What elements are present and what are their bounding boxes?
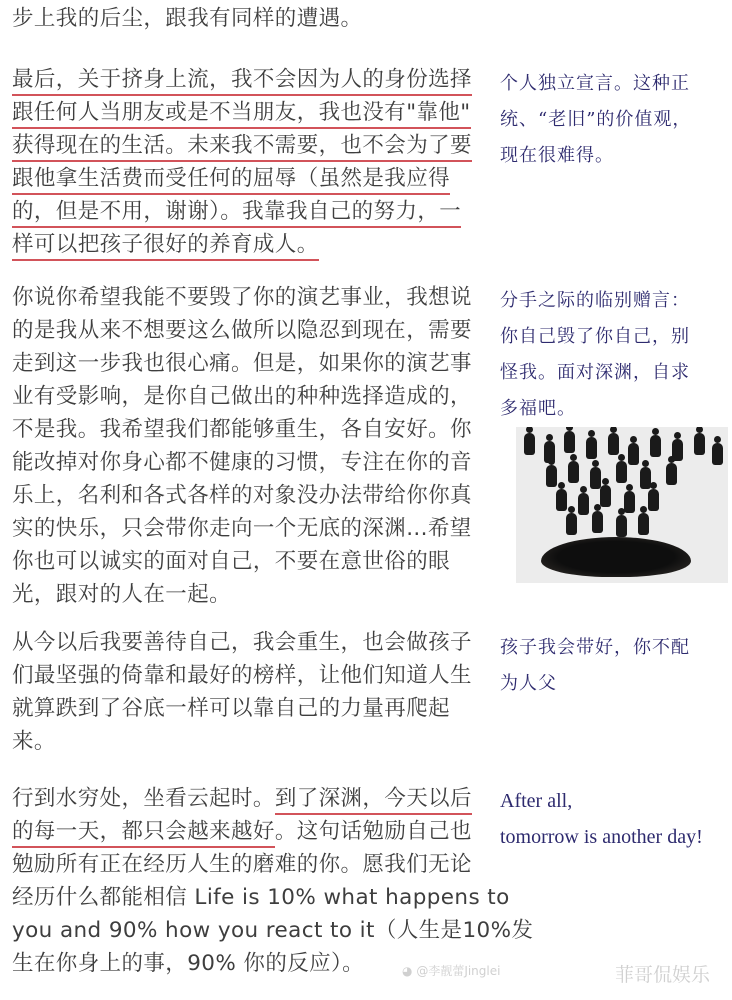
underlined-text: 到了深渊，今天以后 xyxy=(275,786,472,815)
text-line: 勉励所有正在经历人生的磨难的你。愿我们无论 xyxy=(12,852,472,877)
text-segment: 。这句话勉励自己也 xyxy=(274,819,472,844)
weibo-handle: @李靓蕾Jinglei xyxy=(416,964,501,978)
text-line: 来。 xyxy=(12,729,56,754)
underlined-text: 跟任何人当朋友或是不当朋友，我也没有"靠他" xyxy=(12,100,471,129)
paragraph-career xyxy=(12,281,482,611)
text-segment: 行到水穷处，坐看云起时。 xyxy=(12,786,275,811)
underlined-text: 最后，关于挤身上流，我不会因为人的身份选择 xyxy=(12,67,472,96)
text-line: 步上我的后尘，跟我有同样的遭遇。 xyxy=(12,6,363,31)
paragraph-intro xyxy=(12,2,482,35)
text-line: 们最坚强的倚靠和最好的榜样，让他们知道人生 xyxy=(12,663,472,688)
text-line: 你说你希望我能不要毁了你的演艺事业，我想说 xyxy=(12,285,472,310)
annotation-tomorrow: After all, tomorrow is another day! xyxy=(500,790,703,848)
text-line: 光，跟对的人在一起。 xyxy=(12,582,232,607)
weibo-watermark xyxy=(402,962,500,979)
paragraph-independence xyxy=(12,63,482,261)
underlined-text: 的每一天，都只会越来越好 xyxy=(12,819,275,848)
text-line: 走到这一步我也很心痛。但是，如果你的演艺事 xyxy=(12,351,472,376)
paragraph-closing xyxy=(12,782,534,980)
annotation-farewell: 分手之际的临别赠言： 你自己毁了你自己，别 怪我。面对深渊，自求 多福吧。 xyxy=(500,290,690,419)
text-line: 你也可以诚实的面对自己，不要在意世俗的眼 xyxy=(12,549,451,574)
underlined-text: 获得现在的生活。未来我不需要，也不会为了要 xyxy=(12,133,472,162)
weibo-icon: ◕ xyxy=(402,964,413,978)
text-line: 生在你身上的事，90% 你的反应）。 xyxy=(12,951,365,976)
paragraph-rebirth xyxy=(12,626,482,758)
text-line: you and 90% how you react to it（人生是10%发 xyxy=(12,918,534,943)
text-line: 实的快乐，只会带你走向一个无底的深渊...希望 xyxy=(12,516,472,541)
text-line: 能改掉对你身心都不健康的习惯，专注在你的音 xyxy=(12,450,472,475)
underlined-text: 的，但是不用，谢谢）。我靠我自己的努力，一 xyxy=(12,199,461,228)
abyss-illustration xyxy=(516,427,728,583)
underlined-text: 跟他拿生活费而受任何的屈辱（虽然是我应得 xyxy=(12,166,450,195)
text-line: 从今以后我要善待自己，我会重生，也会做孩子 xyxy=(12,630,472,655)
underlined-text: 样可以把孩子很好的养育成人。 xyxy=(12,232,319,261)
annotation-children: 孩子我会带好，你不配 为人父 xyxy=(500,637,690,694)
text-line: 不是我。我希望我们都能够重生，各自安好。你 xyxy=(12,417,472,442)
text-line: 就算跌到了谷底一样可以靠自己的力量再爬起 xyxy=(12,696,451,721)
text-line: 的是我从来不想要这么做所以隐忍到现在，需要 xyxy=(12,318,472,343)
text-line: 乐上，名利和各式各样的对象没办法带给你你真 xyxy=(12,483,472,508)
text-line: 经历什么都能相信 Life is 10% what happens to xyxy=(12,885,510,910)
brand-watermark: 菲哥侃娱乐 xyxy=(615,964,711,986)
text-line: 业有受影响，是你自己做出的种种选择造成的， xyxy=(12,384,472,409)
abyss-hole xyxy=(541,537,691,577)
annotation-independence: 个人独立宣言。这种正 统、“老旧”的价值观， 现在很难得。 xyxy=(500,73,692,166)
